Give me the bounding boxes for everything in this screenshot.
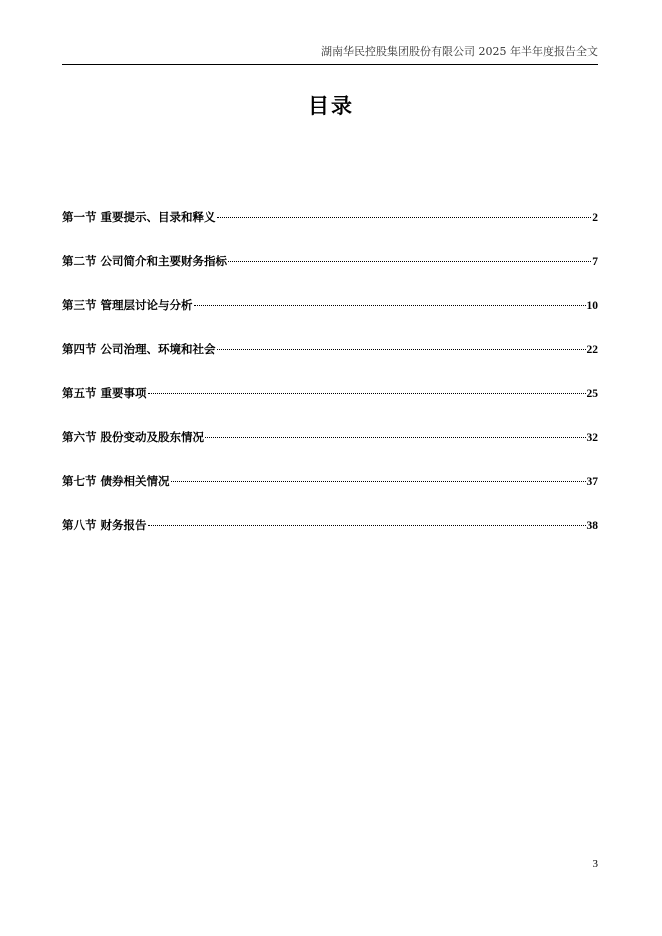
toc-entry-label: 第八节 财务报告 xyxy=(62,518,147,532)
toc-leader-dots xyxy=(217,217,592,218)
header-text: 湖南华民控股集团股份有限公司 2025 年半年度报告全文 xyxy=(321,45,598,58)
toc-leader-dots xyxy=(171,481,586,482)
toc-entry-8[interactable] xyxy=(62,517,598,561)
toc-entry-page: 37 xyxy=(586,476,598,488)
toc-leader-dots xyxy=(205,437,585,438)
toc-entry-label: 第一节 重要提示、目录和释义 xyxy=(62,210,216,224)
toc-entry-5[interactable] xyxy=(62,385,598,429)
toc-entry-page: 25 xyxy=(586,388,598,400)
toc-entry-label: 第二节 公司简介和主要财务指标 xyxy=(62,254,228,268)
toc-entry-label: 第四节 公司治理、环境和社会 xyxy=(62,342,216,356)
table-of-contents xyxy=(62,209,598,561)
toc-leader-dots xyxy=(228,261,591,262)
toc-leader-dots xyxy=(217,349,586,350)
toc-entry-label: 第七节 债券相关情况 xyxy=(62,474,170,488)
toc-entry-page: 22 xyxy=(586,344,598,356)
toc-entry-4[interactable] xyxy=(62,341,598,385)
toc-entry-label: 第六节 股份变动及股东情况 xyxy=(62,430,205,444)
toc-entry-page: 7 xyxy=(592,256,598,268)
page-header xyxy=(62,44,598,65)
toc-entry-page: 32 xyxy=(586,432,598,444)
toc-leader-dots xyxy=(194,305,586,306)
toc-entry-label: 第五节 重要事项 xyxy=(62,386,147,400)
toc-entry-3[interactable] xyxy=(62,297,598,341)
toc-entry-page: 2 xyxy=(592,212,598,224)
toc-leader-dots xyxy=(148,525,586,526)
toc-leader-dots xyxy=(148,393,586,394)
toc-entry-7[interactable] xyxy=(62,473,598,517)
page-title: 目录 xyxy=(308,94,354,118)
toc-entry-2[interactable] xyxy=(62,253,598,297)
toc-entry-6[interactable] xyxy=(62,429,598,473)
toc-entry-1[interactable] xyxy=(62,209,598,253)
toc-entry-page: 10 xyxy=(586,300,598,312)
toc-entry-label: 第三节 管理层讨论与分析 xyxy=(62,298,193,312)
page-number: 3 xyxy=(592,858,598,870)
toc-entry-page: 38 xyxy=(586,520,598,532)
